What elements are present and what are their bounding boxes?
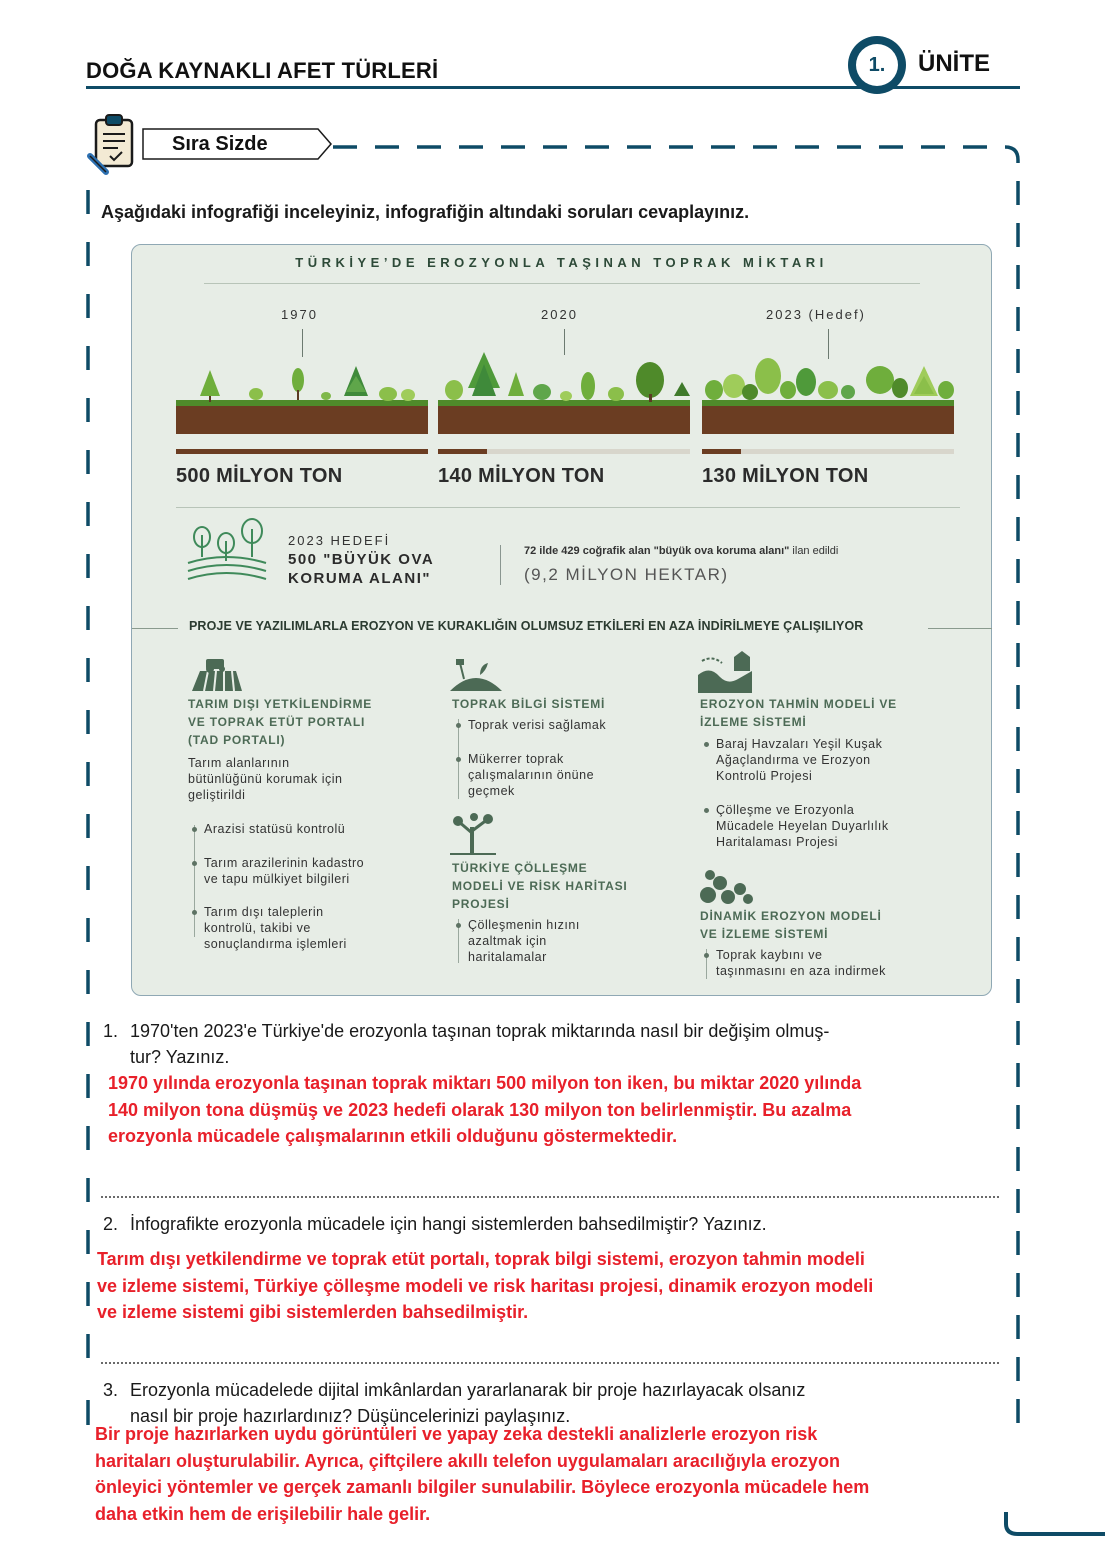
title-line: DİNAMİK EROZYON MODELİ xyxy=(700,909,882,923)
amount-2020: 140 MİLYON TON xyxy=(438,465,605,487)
bullet xyxy=(456,923,461,928)
question-3-number: 3. xyxy=(103,1380,119,1400)
instruction: Aşağıdaki infografiği inceleyiniz, infografiğin altındaki soruları cevaplayınız. xyxy=(101,202,750,222)
list-item xyxy=(468,717,606,733)
forest-scene-2020 xyxy=(438,350,690,434)
item-line: Çölleşme ve Erozyonla xyxy=(716,803,855,817)
hedef-title-line: KORUMA ALANI" xyxy=(288,570,431,587)
bullet xyxy=(704,808,709,813)
item-line: çalışmalarının önüne xyxy=(468,768,595,782)
question-1-number: 1. xyxy=(103,1021,119,1041)
item-line: Mükerrer toprak xyxy=(468,752,564,766)
item-line: Tarım arazilerinin kadastro xyxy=(204,856,365,870)
list-item xyxy=(716,947,886,979)
section-rule xyxy=(176,507,960,508)
item-line: taşınmasını en aza indirmek xyxy=(716,964,886,978)
ova-hectare: (9,2 MİLYON HEKTAR) xyxy=(524,565,729,584)
dry-tree-icon xyxy=(450,813,496,855)
item-line: Tarım dışı taleplerin xyxy=(204,905,324,919)
hedef-title-line: 500 "BÜYÜK OVA xyxy=(288,551,435,568)
forest-scene-1970 xyxy=(176,350,428,434)
ova-note-rest: ilan edildi xyxy=(789,545,839,557)
ova-note-bold: 72 ilde 429 coğrafik alan "büyük ova koruma alanı" xyxy=(524,545,790,557)
answer-line: Bir proje hazırlarken uydu görüntüleri ve yapay zeka destekli analizlerle erozyon risk xyxy=(95,1424,818,1444)
item-line: Haritalaması Projesi xyxy=(716,835,838,849)
bullet xyxy=(456,723,461,728)
list-item xyxy=(204,855,364,887)
item-line: sonuçlandırma işlemleri xyxy=(204,937,347,951)
answer-line: önleyici yöntemler ve gerçek zamanlı bilgiler sunulabilir. Böylece erozyonla mücadele hem xyxy=(95,1477,870,1497)
item-line: Kontrolü Projesi xyxy=(716,769,813,783)
heading-rule-right xyxy=(928,628,992,629)
clipboard-pen-icon xyxy=(86,112,142,176)
question-line: İnfografikte erozyonla mücadele için hangi sistemlerden bahsedilmiştir? Yazınız. xyxy=(130,1214,767,1234)
item-line: kontrolü, takibi ve xyxy=(204,921,311,935)
bullet xyxy=(704,953,709,958)
answer-line: Tarım dışı yetkilendirme ve toprak etüt portalı, toprak bilgi sistemi, erozyon tahmin modeli xyxy=(97,1249,865,1269)
infographic-title: TÜRKİYE’DE EROZYONLA TAŞINAN TOPRAK MİKTARI xyxy=(295,255,828,270)
year-label-2020: 2020 xyxy=(541,307,578,322)
question-line: Erozyonla mücadelede dijital imkânlardan yararlanarak bir proje hazırlayacak olsanız xyxy=(130,1380,806,1400)
question-line: tur? Yazınız. xyxy=(130,1047,230,1067)
header-rule xyxy=(86,86,1020,89)
item-line: Baraj Havzaları Yeşil Kuşak xyxy=(716,737,883,751)
answer-line: ve izleme sistemi, Türkiye çölleşme modeli ve risk haritası projesi, dinamik erozyon modeli xyxy=(97,1275,874,1296)
desc-line: bütünlüğünü korumak için xyxy=(188,772,343,786)
page-corner-mark xyxy=(1004,1512,1105,1537)
activity-tag: Sıra Sizde xyxy=(172,133,268,155)
answer-line: 140 milyon tona düşmüş ve 2023 hedefi olarak 130 milyon ton belirlenmiştir. Bu azalma xyxy=(108,1099,852,1120)
answer-2 xyxy=(97,1246,873,1326)
item-line: azaltmak için xyxy=(468,934,547,948)
soil-bar-2023 xyxy=(702,449,741,454)
bullet xyxy=(704,742,709,747)
collesme-title xyxy=(452,859,628,913)
answer-line: 1970 yılında erozyonla taşınan toprak miktarı 500 milyon ton iken, bu miktar 2020 yılında xyxy=(108,1073,862,1093)
item-line: haritalamalar xyxy=(468,950,547,964)
list-item xyxy=(716,736,882,784)
question-line: nasıl bir proje hazırlardınız? Düşüncelerinizi paylaşınız. xyxy=(130,1406,571,1426)
item-line: Ağaçlandırma ve Erozyon xyxy=(716,753,871,767)
title-line: VE İZLEME SİSTEMİ xyxy=(700,927,829,941)
erozyon-tahmin-title xyxy=(700,695,897,731)
toprak-bilgi-title: TOPRAK BİLGİ SİSTEMİ xyxy=(452,697,606,711)
ova-note xyxy=(524,545,838,557)
answer-line: erozyonla mücadele çalışmalarının etkili olduğunu göstermektedir. xyxy=(108,1126,678,1146)
title-line: MODELİ VE RİSK HARİTASI xyxy=(452,879,628,893)
item-line: Mücadele Heyelan Duyarlılık xyxy=(716,819,889,833)
bullet xyxy=(192,861,197,866)
year-label-2023: 2023 (Hedef) xyxy=(766,307,866,322)
question-1-text xyxy=(130,1018,829,1070)
title-line: (TAD PORTALI) xyxy=(188,733,286,747)
infographic xyxy=(131,244,992,996)
rock-slide-icon xyxy=(698,867,754,905)
item-line: Toprak verisi sağlamak xyxy=(468,718,607,732)
bullet xyxy=(192,910,197,915)
bullet xyxy=(456,757,461,762)
list-item xyxy=(468,751,594,799)
question-2-text xyxy=(130,1211,767,1237)
forest-scene-2023 xyxy=(702,350,954,434)
title-line: TÜRKİYE ÇÖLLEŞME xyxy=(452,861,588,875)
answer-line: daha etkin hem de erişilebilir hale gelir. xyxy=(95,1503,431,1524)
bullet xyxy=(192,827,197,832)
title-line: EROZYON TAHMİN MODELİ VE xyxy=(700,697,897,711)
answer-1 xyxy=(108,1070,861,1150)
hedef-label: 2023 HEDEFİ xyxy=(288,533,391,548)
unit-label: ÜNİTE xyxy=(918,50,990,77)
page-title: DOĞA KAYNAKLI AFET TÜRLERİ xyxy=(86,58,439,83)
answer-line-dotted xyxy=(101,1362,999,1364)
erosion-landscape-icon xyxy=(698,651,752,693)
title-line: TARIM DIŞI YETKİLENDİRME xyxy=(188,697,373,711)
unit-number: 1. xyxy=(856,44,898,86)
year-label-1970: 1970 xyxy=(281,307,318,322)
list-item xyxy=(468,917,580,965)
answer-line: ve izleme sistemi gibi sistemlerden bahsedilmiştir. xyxy=(97,1302,529,1322)
amount-1970: 500 MİLYON TON xyxy=(176,465,343,487)
soil-sprout-icon xyxy=(450,657,502,691)
answer-line: haritaları oluşturulabilir. Ayrıca, çiftçilere akıllı telefon uygulamaları aracılığıyla erozyon xyxy=(95,1450,840,1471)
title-line: PROJESİ xyxy=(452,897,510,911)
projects-heading: PROJE VE YAZILIMLARLA EROZYON VE KURAKLIĞIN OLUMSUZ ETKİLERİ EN AZA İNDİRİLMEYE ÇALIŞILIYOR xyxy=(189,619,864,633)
title-line: İZLEME SİSTEMİ xyxy=(700,715,807,729)
list-item xyxy=(204,821,345,837)
divider xyxy=(500,545,501,585)
tractor-field-icon xyxy=(186,653,242,693)
title-line: VE TOPRAK ETÜT PORTALI xyxy=(188,715,366,729)
item-line: ve tapu mülkiyet bilgileri xyxy=(204,872,350,886)
item-line: geçmek xyxy=(468,784,515,798)
answer-3 xyxy=(95,1421,869,1527)
heading-rule-left xyxy=(132,628,178,629)
desc-line: geliştirildi xyxy=(188,788,246,802)
item-line: Çölleşmenin hızını xyxy=(468,918,580,932)
answer-line-dotted xyxy=(101,1196,999,1198)
dinamik-erozyon-title xyxy=(700,907,882,943)
item-line: Toprak kaybını ve xyxy=(716,948,823,962)
question-2-number: 2. xyxy=(103,1214,119,1234)
soil-bar-1970 xyxy=(176,449,428,454)
bullet-line xyxy=(194,825,195,937)
tad-portal-title xyxy=(188,695,372,749)
amount-2023: 130 MİLYON TON xyxy=(702,465,869,487)
trees-field-icon xyxy=(186,517,268,587)
item-line: Arazisi statüsü kontrolü xyxy=(204,822,346,836)
soil-bar-2020 xyxy=(438,449,487,454)
list-item xyxy=(204,904,347,952)
question-line: 1970'ten 2023'e Türkiye'de erozyonla taşınan toprak miktarında nasıl bir değişim olmuş- xyxy=(130,1021,830,1041)
title-rule xyxy=(204,283,920,284)
hedef-title xyxy=(288,550,434,588)
tad-portal-desc xyxy=(188,755,342,803)
desc-line: Tarım alanlarının xyxy=(188,756,290,770)
list-item xyxy=(716,802,889,850)
